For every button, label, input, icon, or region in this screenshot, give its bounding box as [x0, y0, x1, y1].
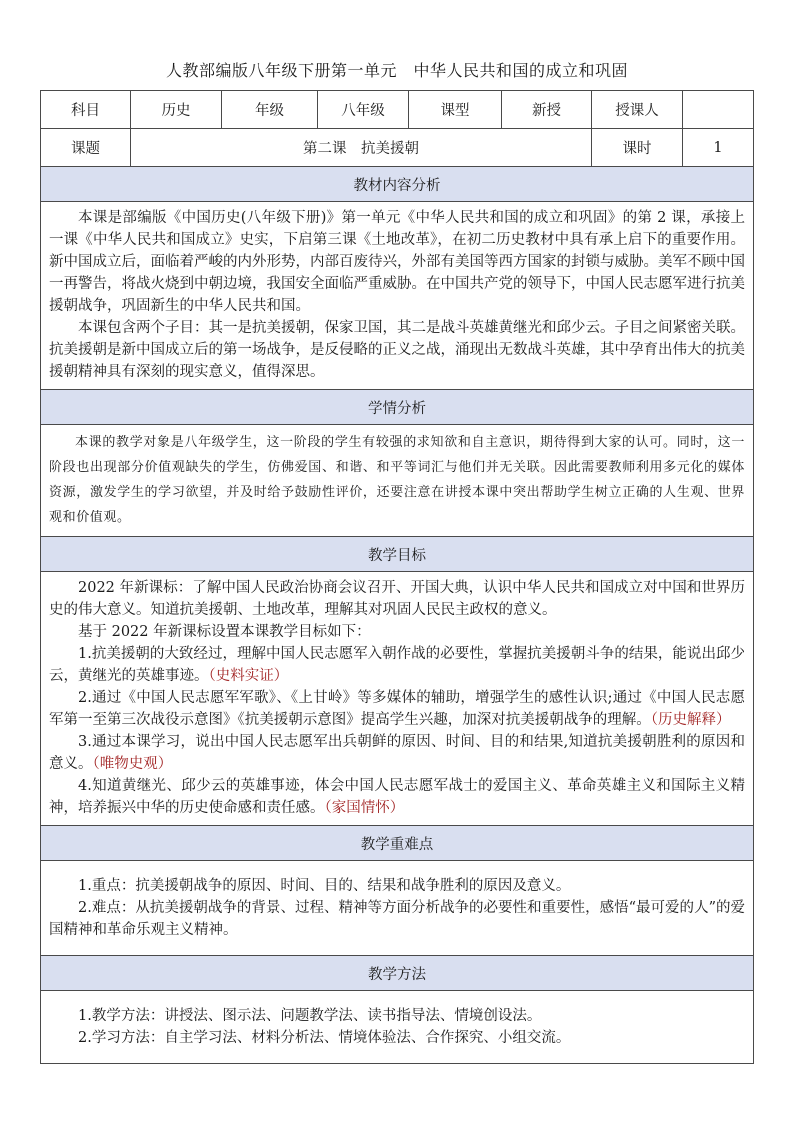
- goals-body: [41, 572, 754, 826]
- keypoint-difficulty: 2.难点：从抗美援朝战争的背景、过程、精神等方面分析战争的必要性和重要性，感悟“最可爱的人”的爱国精神和革命乐观主义精神。: [49, 900, 745, 938]
- goal-tag-1: （史料实证）: [208, 668, 289, 684]
- hours-value: 1: [683, 129, 754, 167]
- students-heading-row: [41, 390, 754, 425]
- analysis-paragraph-2: 本课包含两个子目：其一是抗美援朝，保家卫国，其二是战斗英雄黄继光和邱少云。子目之间紧密关联。抗美援朝是新中国成立后的第一场战争，是反侵略的正义之战，涌现出无数战斗英雄，其中孕育出伟大的抗美援朝精神具有深刻的现实意义，值得深思。: [49, 320, 745, 380]
- keypoints-heading-row: [41, 826, 754, 861]
- section-heading-goals: 教学目标: [41, 537, 754, 572]
- keypoints-body-row: [41, 861, 754, 956]
- keypoint-focus: 1.重点：抗美援朝战争的原因、时间、目的、结果和战争胜利的原因及意义。: [78, 878, 571, 894]
- analysis-paragraph-1: 本课是部编版《中国历史(八年级下册)》第一单元《中华人民共和国的成立和巩固》的第 2 课，承接上一课《中华人民共和国成立》史实，下启第三课《土地改革》，在初二历史教材中具有承上启下的重要作用。新中国成立后，面临着严峻的内外形势，内部百废待兴，外部有美国等西方国家的封锁与威胁。美军不顾中国一再警告，将战火烧到中朝边境，我国安全面临严重威胁。在中国共产党的领导下，中国人民志愿军进行抗美援朝战争，巩固新生的中华人民共和国。: [49, 210, 745, 314]
- document-title: 人教部编版八年级下册第一单元 中华人民共和国的成立和巩固: [165, 61, 628, 80]
- analysis-heading-row: [41, 167, 754, 202]
- grade-label: 年级: [222, 91, 318, 129]
- section-heading-keypoints: 教学重难点: [41, 826, 754, 861]
- teacher-value: [683, 91, 754, 129]
- type-label: 课型: [409, 91, 502, 129]
- goal-tag-3: （唯物史观）: [92, 756, 173, 772]
- methods-body-row: [41, 991, 754, 1064]
- subject-label: 科目: [41, 91, 131, 129]
- section-heading-methods: 教学方法: [41, 956, 754, 991]
- students-body-row: [41, 425, 754, 537]
- subject-value: 历史: [131, 91, 222, 129]
- goal-item-3: [49, 731, 745, 775]
- goal-tag-2: （历史解释）: [650, 712, 731, 728]
- students-body: [41, 425, 754, 537]
- goal-item-4: [49, 775, 745, 819]
- methods-heading-row: [41, 956, 754, 991]
- students-paragraph: 本课的教学对象是八年级学生，这一阶段的学生有较强的求知欲和自主意识，期待得到大家的认可。同时，这一阶段也出现部分价值观缺失的学生，仿佛爱国、和谐、和平等词汇与他们并无关联。因此需要教师利用多元化的媒体资源，激发学生的学习欲望，并及时给予鼓励性评价，还要注意在讲授本课中突出帮助学生树立正确的人生观、世界观和价值观。: [49, 435, 745, 525]
- goal-tag-4: （家国情怀）: [324, 800, 405, 816]
- keypoints-body: [41, 861, 754, 956]
- info-row: [41, 91, 754, 129]
- method-learning: 2.学习方法：自主学习法、材料分析法、情境体验法、合作探究、小组交流。: [78, 1030, 571, 1046]
- goal-text-2: 2.通过《中国人民志愿军军歌》、《上甘岭》等多媒体的辅助，增强学生的感性认识;通过《中国人民志愿军第一至第三次战役示意图》《抗美援朝示意图》提高学生兴趣，加深对抗美援朝战争的理解。: [49, 690, 745, 728]
- section-heading-analysis: 教材内容分析: [41, 167, 754, 202]
- goals-intro: 基于 2022 年新课标设置本课教学目标如下：: [78, 624, 371, 640]
- goal-item-1: [49, 643, 745, 687]
- teacher-label: 授课人: [592, 91, 683, 129]
- topic-value: 第二课 抗美援朝: [131, 129, 592, 167]
- hours-label: 课时: [592, 129, 683, 167]
- goal-text-4: 4.知道黄继光、邱少云的英雄事迹，体会中国人民志愿军战士的爱国主义、革命英雄主义和国际主义精神，培养振兴中华的历史使命感和责任感。: [49, 778, 745, 816]
- topic-label: 课题: [41, 129, 131, 167]
- methods-body: [41, 991, 754, 1064]
- type-value: 新授: [502, 91, 592, 129]
- goal-text-3: 3.通过本课学习，说出中国人民志愿军出兵朝鲜的原因、时间、目的和结果,知道抗美援朝胜利的原因和意义。: [49, 734, 745, 772]
- goals-heading-row: [41, 537, 754, 572]
- goals-body-row: [41, 572, 754, 826]
- goal-text-1: 1.抗美援朝的大致经过，理解中国人民志愿军入朝作战的必要性，掌握抗美援朝斗争的结果，能说出邱少云，黄继光的英雄事迹。: [49, 646, 745, 684]
- lesson-plan-table: [40, 90, 754, 1064]
- analysis-body-row: [41, 202, 754, 390]
- goal-item-2: [49, 687, 745, 731]
- topic-row: [41, 129, 754, 167]
- analysis-body: [41, 202, 754, 390]
- section-heading-students: 学情分析: [41, 390, 754, 425]
- grade-value: 八年级: [318, 91, 409, 129]
- method-teaching: 1.教学方法：讲授法、图示法、问题教学法、读书指导法、情境创设法。: [78, 1008, 542, 1024]
- goals-standard: 2022 年新课标：了解中国人民政治协商会议召开、开国大典，认识中华人民共和国成立对中国和世界历史的伟大意义。知道抗美援朝、土地改革，理解其对巩固人民民主政权的意义。: [49, 580, 745, 618]
